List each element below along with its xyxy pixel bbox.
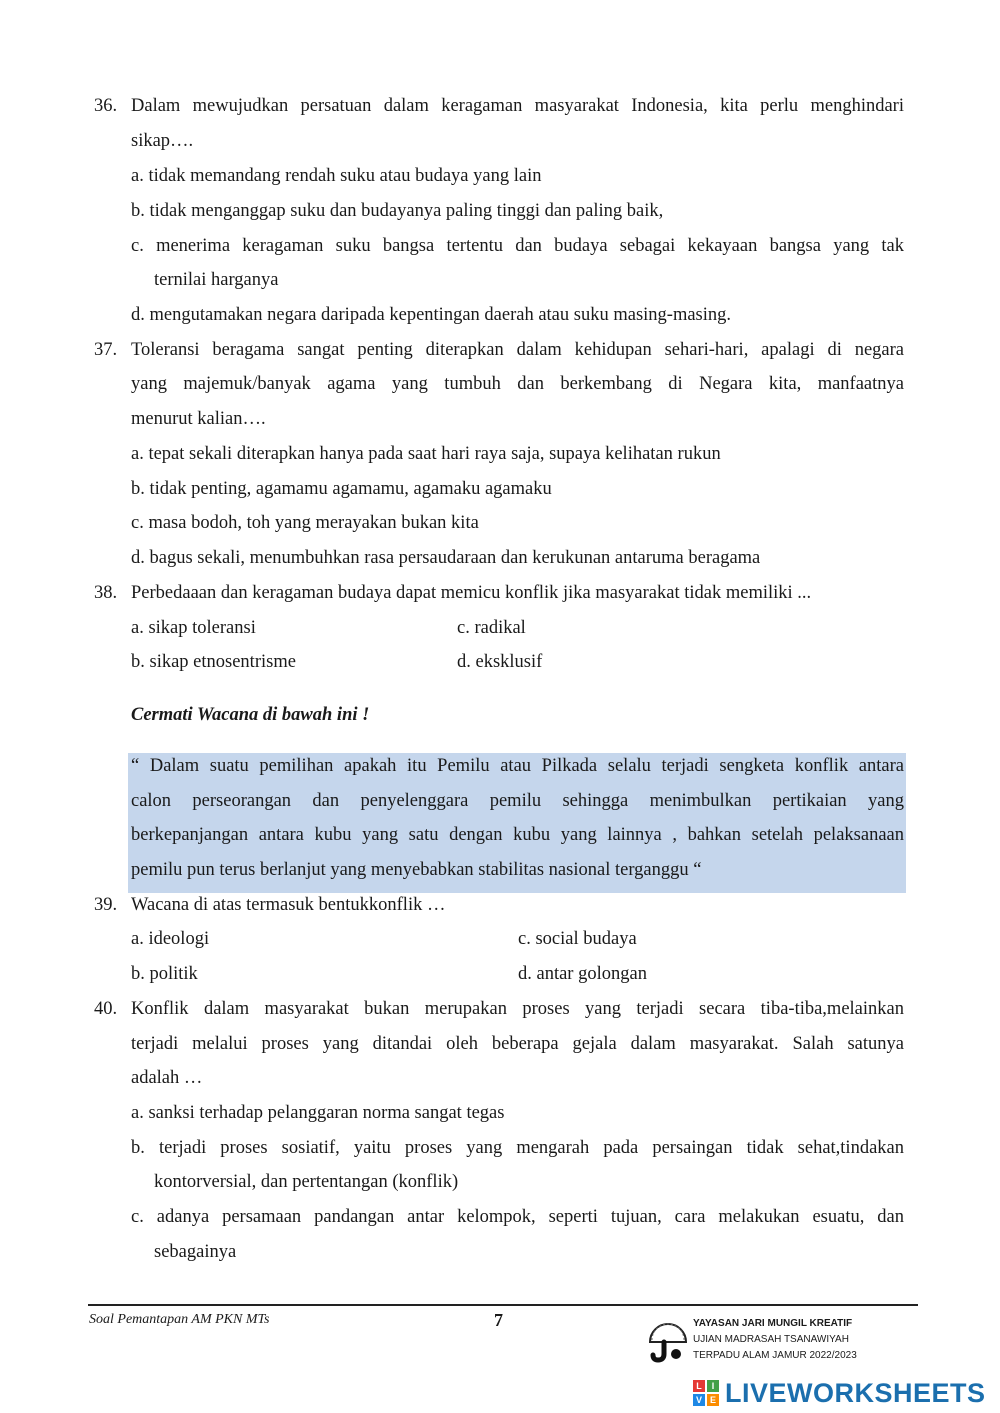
q40-option-c-line2[interactable]: sebagainya	[154, 1242, 237, 1262]
q40-number: 40.	[94, 999, 118, 1019]
q39-option-b[interactable]: b. politik	[131, 964, 198, 984]
q36-option-a[interactable]: a. tidak memandang rendah suku atau budaya yang lain	[131, 166, 542, 186]
q36-option-b[interactable]: b. tidak menganggap suku dan budayanya paling tinggi dan paling baik,	[131, 201, 664, 221]
q36-number: 36.	[94, 96, 118, 116]
q38-option-d[interactable]: d. eksklusif	[457, 652, 543, 672]
liveworksheets-brand[interactable]	[693, 1377, 986, 1409]
q36-option-c-line1[interactable]: c. menerima keragaman suku bangsa tertentu dan budaya sebagai kekayaan bangsa yang tak	[131, 236, 904, 256]
footer-divider	[88, 1304, 918, 1306]
q39-number: 39.	[94, 895, 118, 915]
q36-option-c-line2[interactable]: ternilai harganya	[154, 270, 279, 290]
footer-doc-title: Soal Pemantapan AM PKN MTs	[89, 1312, 270, 1327]
passage-line1: “ Dalam suatu pemilihan apakah itu Pemilu atau Pilkada selalu terjadi sengketa konflik antara	[131, 756, 904, 776]
q40-stem-line1: Konflik dalam masyarakat bukan merupakan proses yang terjadi secara tiba-tiba,melainkan	[131, 999, 904, 1019]
q39-option-a[interactable]: a. ideologi	[131, 929, 210, 949]
q37-option-d[interactable]: d. bagus sekali, menumbuhkan rasa persaudaraan dan kerukunan antaruma beragama	[131, 548, 761, 568]
q37-stem-line2: yang majemuk/banyak agama yang tumbuh dan berkembang di Negara kita, manfaatnya	[131, 374, 904, 394]
q40-option-c-line1[interactable]: c. adanya persamaan pandangan antar kelompok, seperti tujuan, cara melakukan esuatu, dan	[131, 1207, 904, 1227]
passage-line4: pemilu pun terus berlanjut yang menyebabkan stabilitas nasional terganggu “	[131, 860, 702, 880]
q38-option-b[interactable]: b. sikap etnosentrisme	[131, 652, 296, 672]
q36-option-d[interactable]: d. mengutamakan negara daripada kepentingan daerah atau suku masing-masing.	[131, 305, 732, 325]
q40-stem-line2: terjadi melalui proses yang ditandai oleh beberapa gejala dalam masyarakat. Salah satunya	[131, 1034, 904, 1054]
q38-stem: Perbedaaan dan keragaman budaya dapat memicu konflik jika masyarakat tidak memiliki ...	[131, 583, 812, 603]
page-number: 7	[494, 1310, 503, 1330]
q37-option-c[interactable]: c. masa bodoh, toh yang merayakan bukan kita	[131, 513, 479, 533]
passage-heading: Cermati Wacana di bawah ini !	[131, 705, 370, 725]
q39-option-d[interactable]: d. antar golongan	[518, 964, 647, 984]
q37-stem-line3: menurut kalian….	[131, 409, 266, 429]
q40-option-b-line2[interactable]: kontorversial, dan pertentangan (konflik)	[154, 1172, 459, 1192]
q37-number: 37.	[94, 340, 118, 360]
q39-stem: Wacana di atas termasuk bentukkonflik …	[131, 895, 446, 915]
passage-line3: berkepanjangan antara kubu yang satu dengan kubu yang lainnya , bahkan setelah pelaksanaan	[131, 825, 904, 845]
q38-option-c[interactable]: c. radikal	[457, 618, 526, 638]
q36-stem-line1: Dalam mewujudkan persatuan dalam keragaman masyarakat Indonesia, kita perlu menghindari	[131, 96, 904, 116]
liveworksheets-wordmark: LIVEWORKSHEETS	[725, 1377, 986, 1408]
q37-stem-line1: Toleransi beragama sangat penting diterapkan dalam kehidupan sehari-hari, apalagi di negara	[131, 340, 904, 360]
q37-option-a[interactable]: a. tepat sekali diterapkan hanya pada saat hari raya saja, supaya kelihatan rukun	[131, 444, 721, 464]
q36-stem-line2: sikap….	[131, 131, 194, 151]
institution-school: TERPADU ALAM JAMUR 2022/2023	[693, 1350, 857, 1361]
q40-option-b-line1[interactable]: b. terjadi proses sosiatif, yaitu proses yang mengarah pada persaingan tidak sehat,tindakan	[131, 1138, 904, 1158]
q39-option-c[interactable]: c. social budaya	[518, 929, 637, 949]
q38-option-a[interactable]: a. sikap toleransi	[131, 618, 256, 638]
q37-option-b[interactable]: b. tidak penting, agamamu agamamu, agamaku agamaku	[131, 479, 552, 499]
institution-exam: UJIAN MADRASAH TSANAWIYAH	[693, 1334, 849, 1345]
q40-option-a[interactable]: a. sanksi terhadap pelanggaran norma sangat tegas	[131, 1103, 505, 1123]
q38-number: 38.	[94, 583, 118, 603]
liveworksheets-logo-icon: L I V E	[693, 1380, 719, 1406]
institution-name: YAYASAN JARI MUNGIL KREATIF	[693, 1318, 853, 1329]
foundation-logo-icon	[644, 1316, 692, 1364]
passage-line2: calon perseorangan dan penyelenggara pemilu sehingga menimbulkan pertikaian yang	[131, 791, 904, 811]
q40-stem-line3: adalah …	[131, 1068, 203, 1088]
